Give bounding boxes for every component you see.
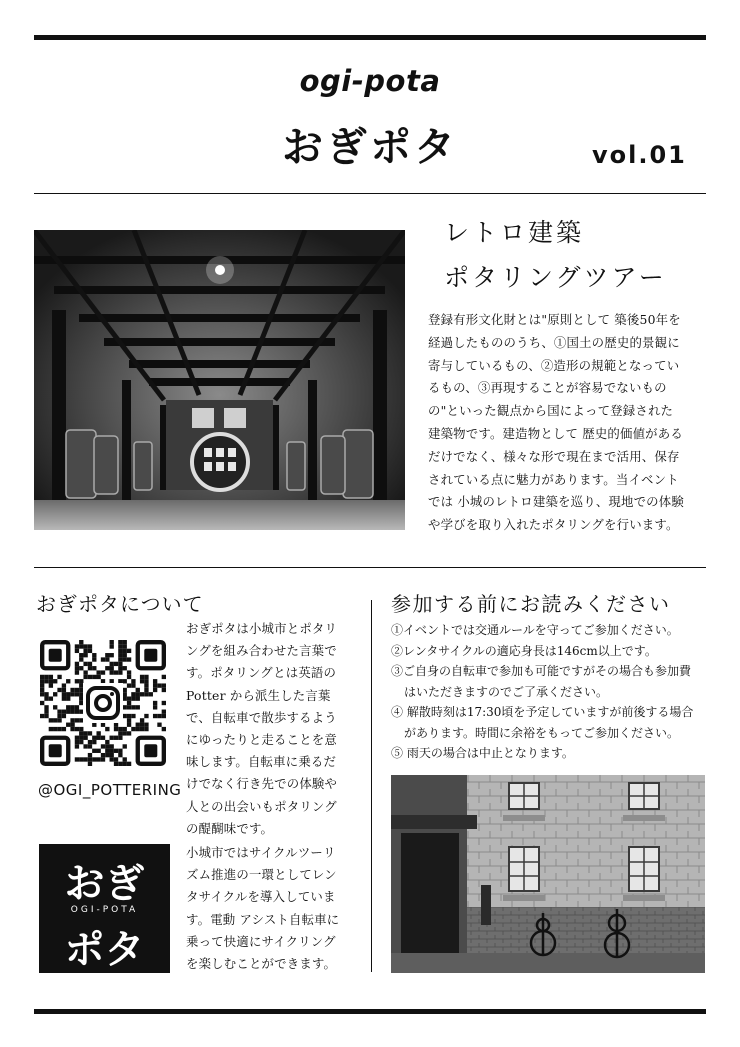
about-line: ズム推進の一環としてレン <box>186 867 337 883</box>
notice-heading: 参加する前にお読みください <box>391 592 671 616</box>
logo-text-sub: OGI-POTA <box>70 905 139 915</box>
qr-pattern <box>40 640 166 766</box>
about-heading: おぎポタについて <box>36 592 204 616</box>
logo-text-top: おぎ <box>64 861 145 907</box>
warehouse-interior-illustration <box>34 230 405 530</box>
about-line: ングを組み合わせた言葉で <box>186 643 337 659</box>
feature-line: 経過したもののうち、①国土の歴史的景観に <box>428 334 680 350</box>
notice-item-text: ②レンタサイクルの適応身長は146cm以上です。 <box>391 643 657 658</box>
retro-brick-building-photo <box>391 775 705 973</box>
feature-line: 登録有形文化財とは"原則として 築後50年を <box>428 312 681 327</box>
about-paragraph-1 <box>186 618 366 840</box>
about-line: す。電動 アシスト自転車に <box>186 911 340 927</box>
instagram-handle[interactable]: @OGI_POTTERING <box>38 781 182 799</box>
feature-line: 寄与しているもの、②造形の規範となってい <box>428 357 680 373</box>
feature-paragraph <box>428 309 712 537</box>
feature-line: されている点に魅力があります。当イベント <box>428 471 679 487</box>
feature-line: の"といった観点から国によって登録された <box>428 403 674 419</box>
about-paragraph-2 <box>186 842 366 975</box>
about-line: けでなく行き先での体験や <box>186 776 338 792</box>
about-line: にゆったりと走ることを意 <box>186 732 337 748</box>
feature-heading-line2: ポタリングツアー <box>444 263 667 292</box>
about-line: で、自転車で散歩するよう <box>186 709 337 725</box>
top-border-rule <box>34 35 706 40</box>
feature-line: や学びを取り入れたポタリングを行います。 <box>428 517 679 533</box>
feature-line: では 小城のレトロ建築を巡り、現地での体験 <box>428 494 684 510</box>
feature-line: るもの、③再現することが容易でないもの <box>428 380 667 396</box>
about-line: の醍醐味です。 <box>186 820 274 836</box>
brick-building-illustration <box>391 775 705 973</box>
notice-item <box>391 743 709 764</box>
about-line: 人との出会いもポタリング <box>186 798 337 814</box>
instagram-qr-code[interactable] <box>40 640 166 766</box>
feature-line: 建築物です。建造物として 歴史的価値がある <box>428 425 683 441</box>
about-line: 小城市ではサイクルツーリ <box>186 845 336 860</box>
about-line: を楽しむことができます。 <box>186 956 337 972</box>
notice-item <box>391 641 709 662</box>
notice-item-text: ⑤ 雨天の場合は中止となります。 <box>391 746 574 760</box>
masthead-divider <box>34 193 706 194</box>
notice-item-text: ④ 解散時刻は17:30頃を予定していますが前後する場合 <box>391 705 694 719</box>
notice-item-continuation: はいただきますのでご了承ください。 <box>404 684 609 699</box>
logo-text-bottom: ポタ <box>64 927 145 973</box>
notice-item <box>391 620 709 641</box>
about-line: 乗って快適にサイクリング <box>186 933 336 949</box>
notice-item-text: ①イベントでは交通ルールを守ってご参加ください。 <box>391 623 679 637</box>
notice-item <box>391 702 709 743</box>
about-line: タサイクルを導入していま <box>186 889 336 905</box>
notice-item <box>391 661 709 702</box>
about-line: 味します。自転車に乗るだ <box>186 754 337 770</box>
ogi-pota-logo <box>39 844 170 973</box>
masthead-romaji: ogi-pota <box>299 64 441 98</box>
notice-item-continuation: があります。時間に余裕をもってご参加ください。 <box>404 725 680 740</box>
notice-item-text: ③ご自身の自転車で参加も可能ですがその場合も参加費 <box>391 664 692 678</box>
about-line: Potter から派生した言葉 <box>186 687 331 703</box>
about-line: す。ポタリングとは英語の <box>186 665 337 681</box>
feature-heading-line1: レトロ建築 <box>444 218 585 247</box>
bottom-border-rule <box>34 1009 706 1014</box>
section-divider <box>34 567 706 568</box>
feature-line: だけでなく、様々な形で現在まで活用、保存 <box>428 448 680 464</box>
column-divider <box>371 600 372 972</box>
masthead-title: おぎポタ <box>282 123 458 171</box>
volume-number: vol.01 <box>592 141 687 169</box>
warehouse-interior-photo <box>34 230 405 530</box>
notice-list <box>391 620 709 764</box>
about-line: おぎポタは小城市とポタリ <box>186 621 338 636</box>
